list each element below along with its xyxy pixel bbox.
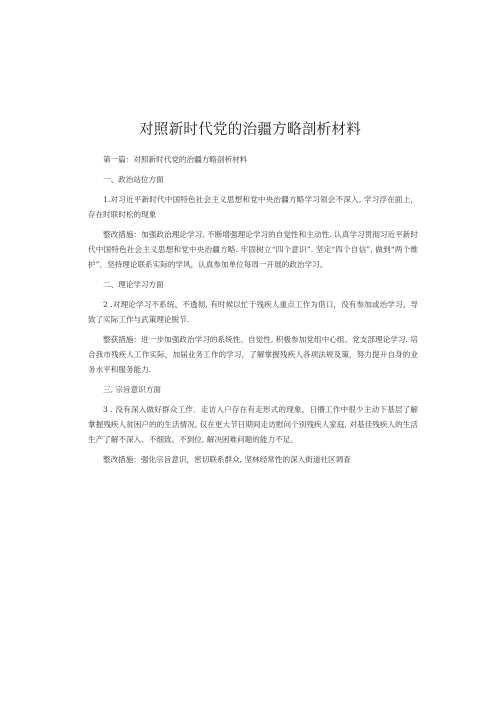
problem-item-2: 2 .对理论学习不系统、不透彻, 有时候以忙于残疾人重点工作为借口，没有参加或治学习，导致了实际工作与武策理论脱节. <box>88 300 418 324</box>
document-body <box>88 152 418 467</box>
document-title: 对照新时代党的治疆方略剖析材料 <box>139 122 361 138</box>
rectification-measure-2: 整获措施：进一步加强政治学习的系统性、自觉性, 积极参加党组中心组、党支部理论学习. 培合我市残疾人工作实际，加届业务工作的学习，了解掌握残疾人各项法规及策，努力提升自身的业务水平和服务能力. <box>88 335 418 374</box>
section-heading-first-part: 第一篇：对照新时代党的治疆方略剖析材料 <box>103 155 248 164</box>
rectification-measure-3: 整改措施：强化宗旨意识，密切联系群众, 坚林经常性的深入街道社区调查 <box>103 455 351 464</box>
section-heading-purpose-awareness: 三, 宗旨意识方面 <box>103 385 161 394</box>
problem-item-1: 1.对习近平新时代中国特色社会主义思想和党中央治疆方略学习领会不深入, 学习浮在面上，存在时联时松的现象 <box>88 195 418 219</box>
section-heading-theory-study: 二、理论学习方面 <box>103 280 164 289</box>
rectification-measure-1: 整改措施：加强政治理论学习, 不断增强理论学习的自觉性和主动性. 认真学习贯彻习近平新时代中国特色社会主义思想和党中央治疆方略. 牢固树立“四个意识”. 坚定“四个自信”, 做到“两个维护”．坚持理论联系实际的学风，认真参加单位每周一开展的政治学习。 <box>88 230 418 269</box>
problem-item-3: 3 . 没有深入做好群众工作．走访入户存在有走形式的现象，日懵工作中很少主动下基层了解掌握残疾人贫困户的的生活情况, 仅在更大节日期间走访慰问个别残疾人家庭, 对基佳残疾人的生活生产了解不深入、不细致、不到位, 解决困难问题的能力不足。 <box>88 405 418 444</box>
section-heading-political-stance: 一、政治站位方面 <box>103 175 164 184</box>
